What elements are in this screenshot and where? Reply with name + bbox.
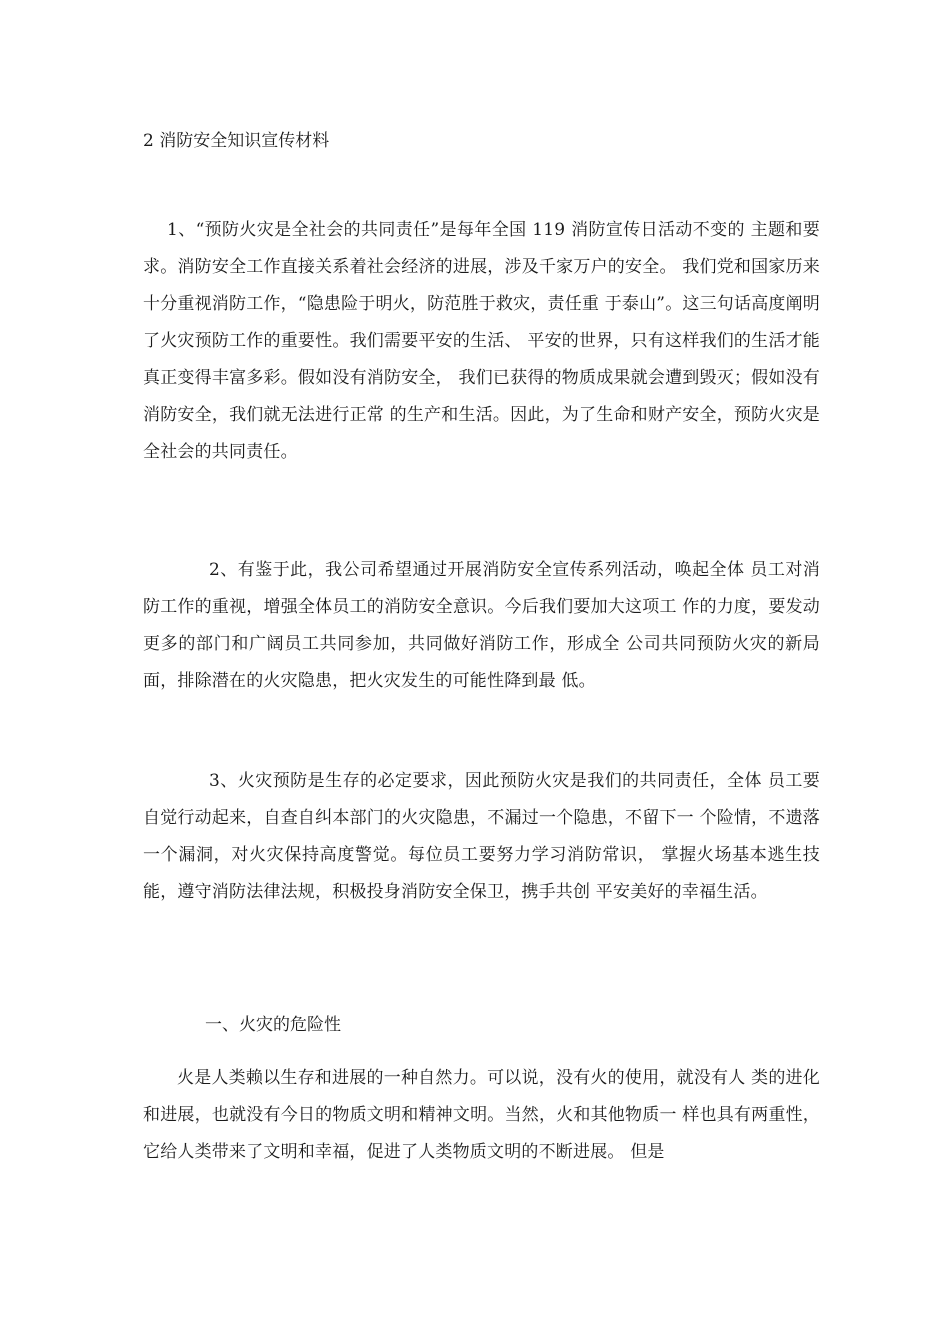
section-heading: 一、火灾的危险性 (205, 1015, 341, 1035)
paragraph-3: 3、火灾预防是生存的必定要求，因此预防火灾是我们的共同责任，全体 员工要自觉行动起来，自查自纠本部门的火灾隐患，不漏过一个隐患，不留下一 个险情，不遗落一个漏洞，对火灾保持高度警觉。每位员工要努力学习消防常识， 掌握火场基本逃生技能，遵守消防法律法规，积极投身消防安全保卫，携手共创 平安美好的幸福生活。 (143, 771, 820, 902)
paragraph-2: 2、有鉴于此，我公司希望通过开展消防安全宣传系列活动，唤起全体 员工对消防工作的重视，增强全体员工的消防安全意识。今后我们要加大这项工 作的力度，要发动更多的部门和广阔员工共同参加，共同做好消防工作，形成全 公司共同预防火灾的新局面，排除潜在的火灾隐患，把火灾发生的可能性降到最 低。 (143, 560, 820, 691)
section-paragraph: 火是人类赖以生存和进展的一种自然力。可以说，没有火的使用，就没有人 类的进化和进展，也就没有今日的物质文明和精神文明。当然，火和其他物质一 样也具有两重性，它给人类带来了文明和幸福，促进了人类物质文明的不断进展。 但是 (143, 1068, 820, 1162)
paragraph-1: 1、“预防火灾是全社会的共同责任”是每年全国 119 消防宣传日活动不变的 主题和要求。消防安全工作直接关系着社会经济的进展，涉及千家万户的安全。 我们党和国家历来十分重视消防工作，“隐患险于明火，防范胜于救灾，责任重 于泰山”。这三句话高度阐明了火灾预防工作的重要性。我们需要平安的生活、 平安的世界，只有这样我们的生活才能真正变得丰富多彩。假如没有消防安全， 我们已获得的物质成果就会遭到毁灭；假如没有消防安全，我们就无法进行正常 的生产和生活。因此，为了生命和财产安全，预防火灾是全社会的共同责任。 (143, 220, 820, 462)
document-title: 2 消防安全知识宣传材料 (143, 131, 330, 151)
